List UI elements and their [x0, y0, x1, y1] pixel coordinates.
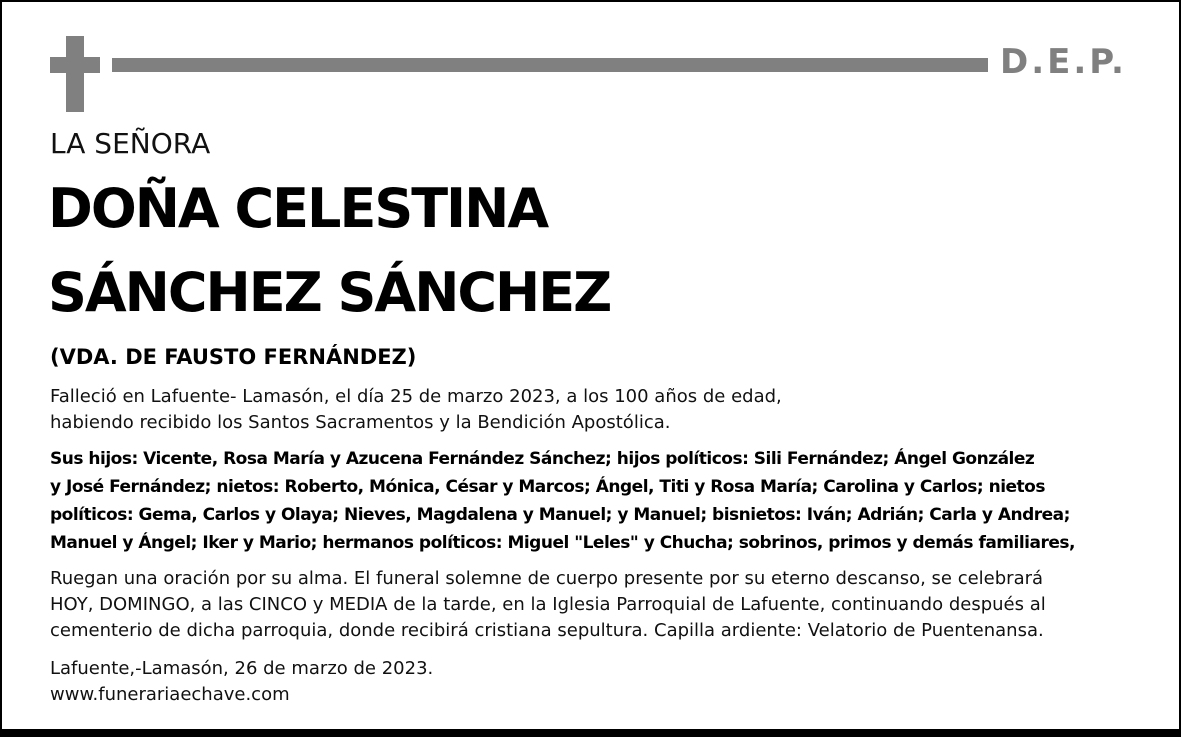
place-date: Lafuente,-Lamasón, 26 de marzo de 2023. — [50, 658, 434, 679]
request-line: cementerio de dicha parroquia, donde recibirá cristiana sepultura. Capilla ardiente: Velatorio de Puentenansa. — [50, 620, 1044, 641]
family-line: Manuel y Ángel; Iker y Mario; hermanos políticos: Miguel "Leles" y Chucha; sobrinos, primos y demás familiares, — [50, 533, 1075, 553]
deceased-name-line1: DOÑA CELESTINA — [48, 177, 548, 240]
death-line: habiendo recibido los Santos Sacramentos y la Bendición Apostólica. — [50, 412, 671, 433]
deceased-name-line2: SÁNCHEZ SÁNCHEZ — [48, 261, 611, 324]
family-line: Sus hijos: Vicente, Rosa María y Azucena Fernández Sánchez; hijos políticos: Sili Fernández; Ángel González — [50, 449, 1035, 469]
website-link[interactable]: www.funerariaechave.com — [50, 684, 290, 705]
request-line: Ruegan una oración por su alma. El funeral solemne de cuerpo presente por su eterno descanso, se celebrará — [50, 568, 1044, 589]
request-line: HOY, DOMINGO, a las CINCO y MEDIA de la tarde, en la Iglesia Parroquial de Lafuente, continuando después al — [50, 594, 1046, 615]
widow-line: (VDA. DE FAUSTO FERNÁNDEZ) — [50, 345, 417, 369]
death-line: Falleció en Lafuente- Lamasón, el día 25 de marzo 2023, a los 100 años de edad, — [50, 386, 782, 407]
cross-icon — [50, 36, 100, 112]
family-line: políticos: Gema, Carlos y Olaya; Nieves, Magdalena y Manuel; y Manuel; bisnietos: Iván; Adrián; Carla y Andrea; — [50, 505, 1070, 525]
title-prefix: LA SEÑORA — [50, 127, 211, 160]
dep-label: D.E.P. — [1000, 42, 1127, 82]
bottom-border — [2, 729, 1179, 735]
family-line: y José Fernández; nietos: Roberto, Mónica, César y Marcos; Ángel, Titi y Rosa María; Carolina y Carlos; nietos — [50, 477, 1045, 497]
header-rule — [112, 58, 988, 72]
